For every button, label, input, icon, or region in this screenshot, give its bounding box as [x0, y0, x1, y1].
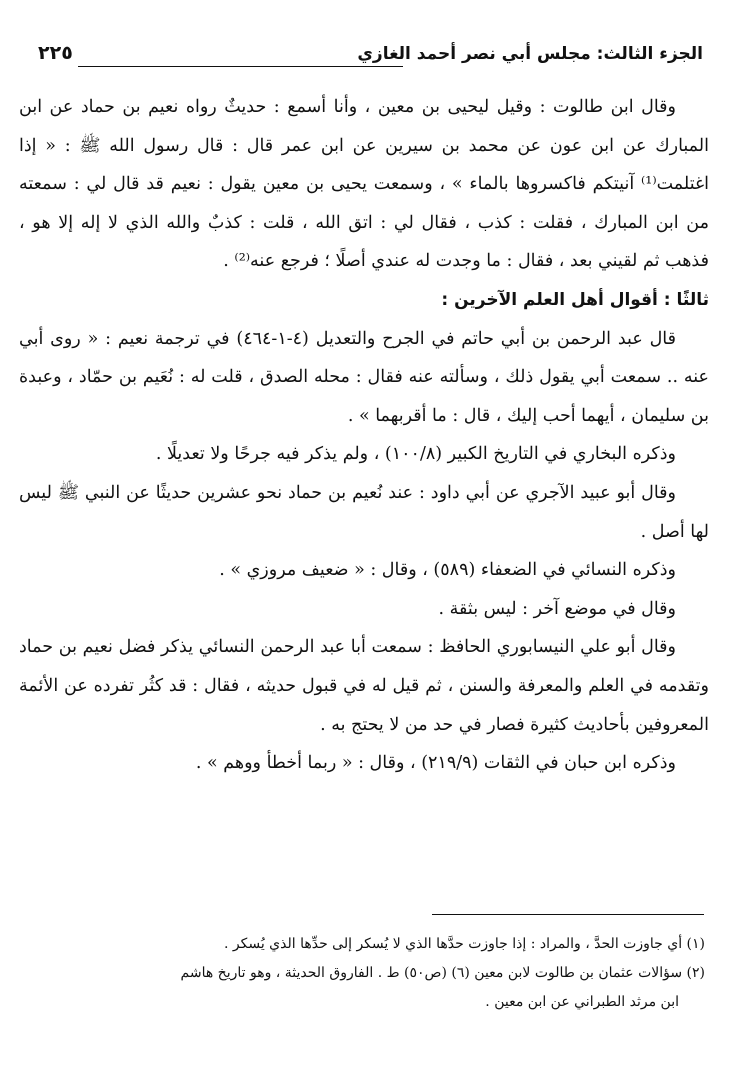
footnote-rule: [432, 914, 704, 915]
header-rule: [78, 66, 403, 67]
paragraph-nasai-duafa: وذكره النسائي في الضعفاء (٥٨٩) ، وقال : « ضعيف مروزي » .: [219, 560, 676, 581]
running-title: الجزء الثالث: مجلس أبي نصر أحمد الغازي: [357, 44, 703, 64]
section-heading: ثالثًا : أقوال أهل العلم الآخرين :: [441, 289, 709, 310]
paragraph-ajurri: وقال أبو عبيد الآجري عن أبي داود : عند نُعيم بن حماد نحو عشرين حديثًا عن النبي ﷺ ليس لها أصل .: [19, 482, 709, 542]
paragraph-ibn-abi-hatim: قال عبد الرحمن بن أبي حاتم في الجرح والتعديل (٤-١-٤٦٤) في ترجمة نعيم : « روى أبي عنه .. سمعت أبي يقول ذلك ، وسألته عنه فقال : محله الصدق ، قلت له : نُعَيم بن حمّاد ، وعبدة بن سليمان ، أيهما أحب إليك ، قال : ما أقربهما » .: [19, 328, 709, 426]
footnote-1: (١) أي جاوزت الحدَّ ، والمراد : إذا جاوزت حدَّها الذي لا يُسكر إلى حدِّها الذي يُسكر .: [223, 936, 705, 952]
paragraph-nasai-other: وقال في موضع آخر : ليس بثقة .: [438, 598, 676, 619]
footnotes: [25, 930, 705, 1017]
page-header: [38, 42, 703, 76]
paragraph-ibn-talut: وقال ابن طالوت : وقيل ليحيى بن معين ، وأنا أسمع : حديثٌ رواه نعيم بن حماد عن ابن المبارك عن ابن عون عن محمد بن سيرين عن ابن عمر قال : قال رسول الله ﷺ : « إذا اغتلمت⁽¹⁾ آنيتكم فاكسروها بالماء » ، وسمعت يحيى بن معين يقول : نعيم قد قال لي : سمعته من ابن المبارك ، فقلت : كذب ، فقال لي : اتق الله ، قلت : كذبٌ والله الذي لا إله إلا هو ، فذهب ثم لقيني بعد ، فقال : ما وجدت له عندي أصلًا ؛ فرجع عنه⁽²⁾ .: [19, 97, 709, 272]
footnote-2: (٢) سؤالات عثمان بن طالوت لابن معين (٦) (ص٥٠) ط . الفاروق الحديثة ، وهو تاريخ هاشم: [180, 965, 705, 981]
paragraph-bukhari: وذكره البخاري في التاريخ الكبير (١٠٠/٨) ، ولم يذكر فيه جرحًا ولا تعديلًا .: [155, 444, 676, 465]
footnote-2-continuation: ابن مرثد الطبراني عن ابن معين .: [485, 994, 679, 1010]
body-text: [19, 88, 709, 783]
paragraph-naysaburi: وقال أبو علي النيسابوري الحافظ : سمعت أبا عبد الرحمن النسائي يذكر فضل نعيم بن حماد وتقدمه في العلم والمعرفة والسنن ، ثم قيل له في قبول حديثه ، فقال : قد كثُر تفرده عن الأئمة المعروفين بأحاديث كثيرة فصار في حد من لا يحتج به .: [19, 637, 709, 735]
page-number: ٢٢٥: [38, 42, 73, 64]
paragraph-ibn-hibban: وذكره ابن حبان في الثقات (٢١٩/٩) ، وقال : « ربما أخطأ ووهم » .: [195, 753, 676, 774]
